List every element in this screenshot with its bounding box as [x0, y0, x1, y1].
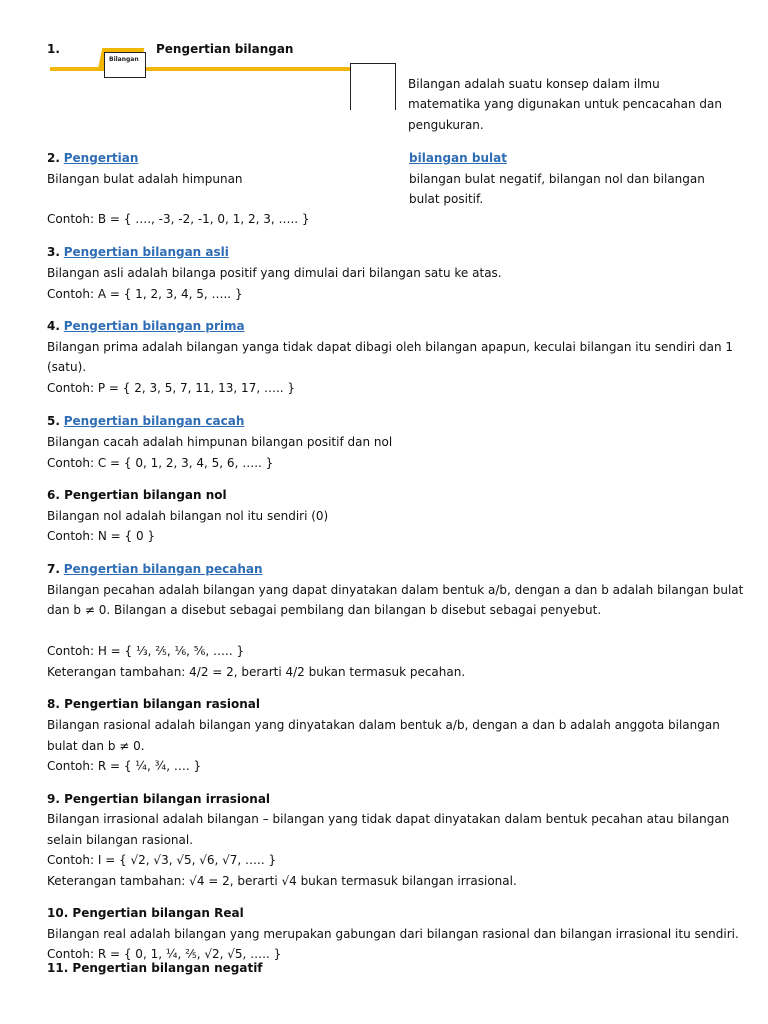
- section-7-note: Keterangan tambahan: 4/2 = 2, berarti 4/2 bukan termasuk pecahan.: [47, 665, 466, 679]
- section-1-right-line-1: Bilangan adalah suatu konsep dalam ilmu: [408, 77, 660, 91]
- section-3-line-2: Contoh: A = { 1, 2, 3, 4, 5, ….. }: [47, 287, 243, 301]
- section-4-link[interactable]: Pengertian bilangan prima: [63, 319, 245, 333]
- section-11-title: 11. Pengertian bilangan negatif: [47, 961, 263, 975]
- section-6-line-1: Bilangan nol adalah bilangan nol itu sendiri (0): [47, 509, 329, 523]
- section-7-heading: [47, 562, 263, 576]
- section-3-heading: [47, 245, 229, 259]
- section-10-title: 10. Pengertian bilangan Real: [47, 906, 244, 920]
- banner-image: [50, 43, 396, 89]
- section-4-line-2: (satu).: [47, 360, 87, 374]
- section-8-line-1: Bilangan rasional adalah bilangan yang dinyatakan dalam bentuk a/b, dengan a dan b adalah anggota bilangan: [47, 718, 720, 732]
- section-8-line-2: bulat dan b ≠ 0.: [47, 739, 145, 753]
- section-1-title: Pengertian bilangan: [156, 42, 294, 56]
- section-5-link[interactable]: Pengertian bilangan cacah: [63, 414, 245, 428]
- section-7-link[interactable]: Pengertian bilangan pecahan: [63, 562, 263, 576]
- section-4-line-3: Contoh: P = { 2, 3, 5, 7, 11, 13, 17, ….. }: [47, 381, 296, 395]
- section-9-example: Contoh: I = { √2, √3, √5, √6, √7, ….. }: [47, 853, 277, 867]
- section-3-number: 3.: [47, 245, 60, 259]
- section-10-example: Contoh: R = { 0, 1, ¼, ⅖, √2, √5, ….. }: [47, 947, 282, 961]
- section-9-note: Keterangan tambahan: √4 = 2, berarti √4 bukan termasuk bilangan irrasional.: [47, 874, 517, 888]
- section-1-number: 1.: [47, 42, 60, 56]
- section-9-line-1: Bilangan irrasional adalah bilangan – bilangan yang tidak dapat dinyatakan dalam bentuk pecahan atau bilangan: [47, 812, 730, 826]
- section-2-example: Contoh: B = { …., -3, -2, -1, 0, 1, 2, 3, ….. }: [47, 212, 310, 226]
- section-2-heading: [47, 151, 138, 165]
- section-2-link[interactable]: Pengertian: [63, 151, 139, 165]
- section-1-right-line-2: matematika yang digunakan untuk pencacahan dan: [408, 97, 723, 111]
- section-3-line-1: Bilangan asli adalah bilanga positif yang dimulai dari bilangan satu ke atas.: [47, 266, 502, 280]
- section-1-right-line-3: pengukuran.: [408, 118, 484, 132]
- section-8-example: Contoh: R = { ¼, ¾, …. }: [47, 759, 202, 773]
- section-6-line-2: Contoh: N = { 0 }: [47, 529, 156, 543]
- section-3-link[interactable]: Pengertian bilangan asli: [63, 245, 229, 259]
- section-5-number: 5.: [47, 414, 60, 428]
- section-2-text-left: Bilangan bulat adalah himpunan: [47, 172, 243, 186]
- section-7-line-2: dan b ≠ 0. Bilangan a disebut sebagai pembilang dan bilangan b disebut sebagai penyebut.: [47, 603, 602, 617]
- section-4-line-1: Bilangan prima adalah bilangan yanga tidak dapat dibagi oleh bilangan apapun, keculai bilangan itu sendiri dan 1: [47, 340, 734, 354]
- section-5-heading: [47, 414, 244, 428]
- section-4-number: 4.: [47, 319, 60, 333]
- section-6-title: 6. Pengertian bilangan nol: [47, 488, 227, 502]
- section-5-line-2: Contoh: C = { 0, 1, 2, 3, 4, 5, 6, ….. }: [47, 456, 274, 470]
- section-7-number: 7.: [47, 562, 60, 576]
- section-10-line-1: Bilangan real adalah bilangan yang merupakan gabungan dari bilangan rasional dan bilangan irrasional itu sendiri.: [47, 927, 739, 941]
- bilangan-bulat-link[interactable]: bilangan bulat: [409, 151, 507, 165]
- section-2-number: 2.: [47, 151, 60, 165]
- section-7-line-1: Bilangan pecahan adalah bilangan yang dapat dinyatakan dalam bentuk a/b, dengan a dan b adalah bilangan bulat: [47, 583, 744, 597]
- section-8-title: 8. Pengertian bilangan rasional: [47, 697, 261, 711]
- section-7-example: Contoh: H = { ⅓, ⅖, ⅙, ⅚, ….. }: [47, 644, 245, 658]
- section-5-line-1: Bilangan cacah adalah himpunan bilangan positif dan nol: [47, 435, 393, 449]
- section-2-text-right-2: bulat positif.: [409, 192, 484, 206]
- section-9-title: 9. Pengertian bilangan irrasional: [47, 792, 271, 806]
- section-4-heading: [47, 319, 245, 333]
- banner-card: [104, 52, 146, 78]
- section-9-line-2: selain bilangan rasional.: [47, 833, 194, 847]
- section-2-text-right-1: bilangan bulat negatif, bilangan nol dan bilangan: [409, 172, 705, 186]
- banner-text: Bilangan: [109, 56, 139, 63]
